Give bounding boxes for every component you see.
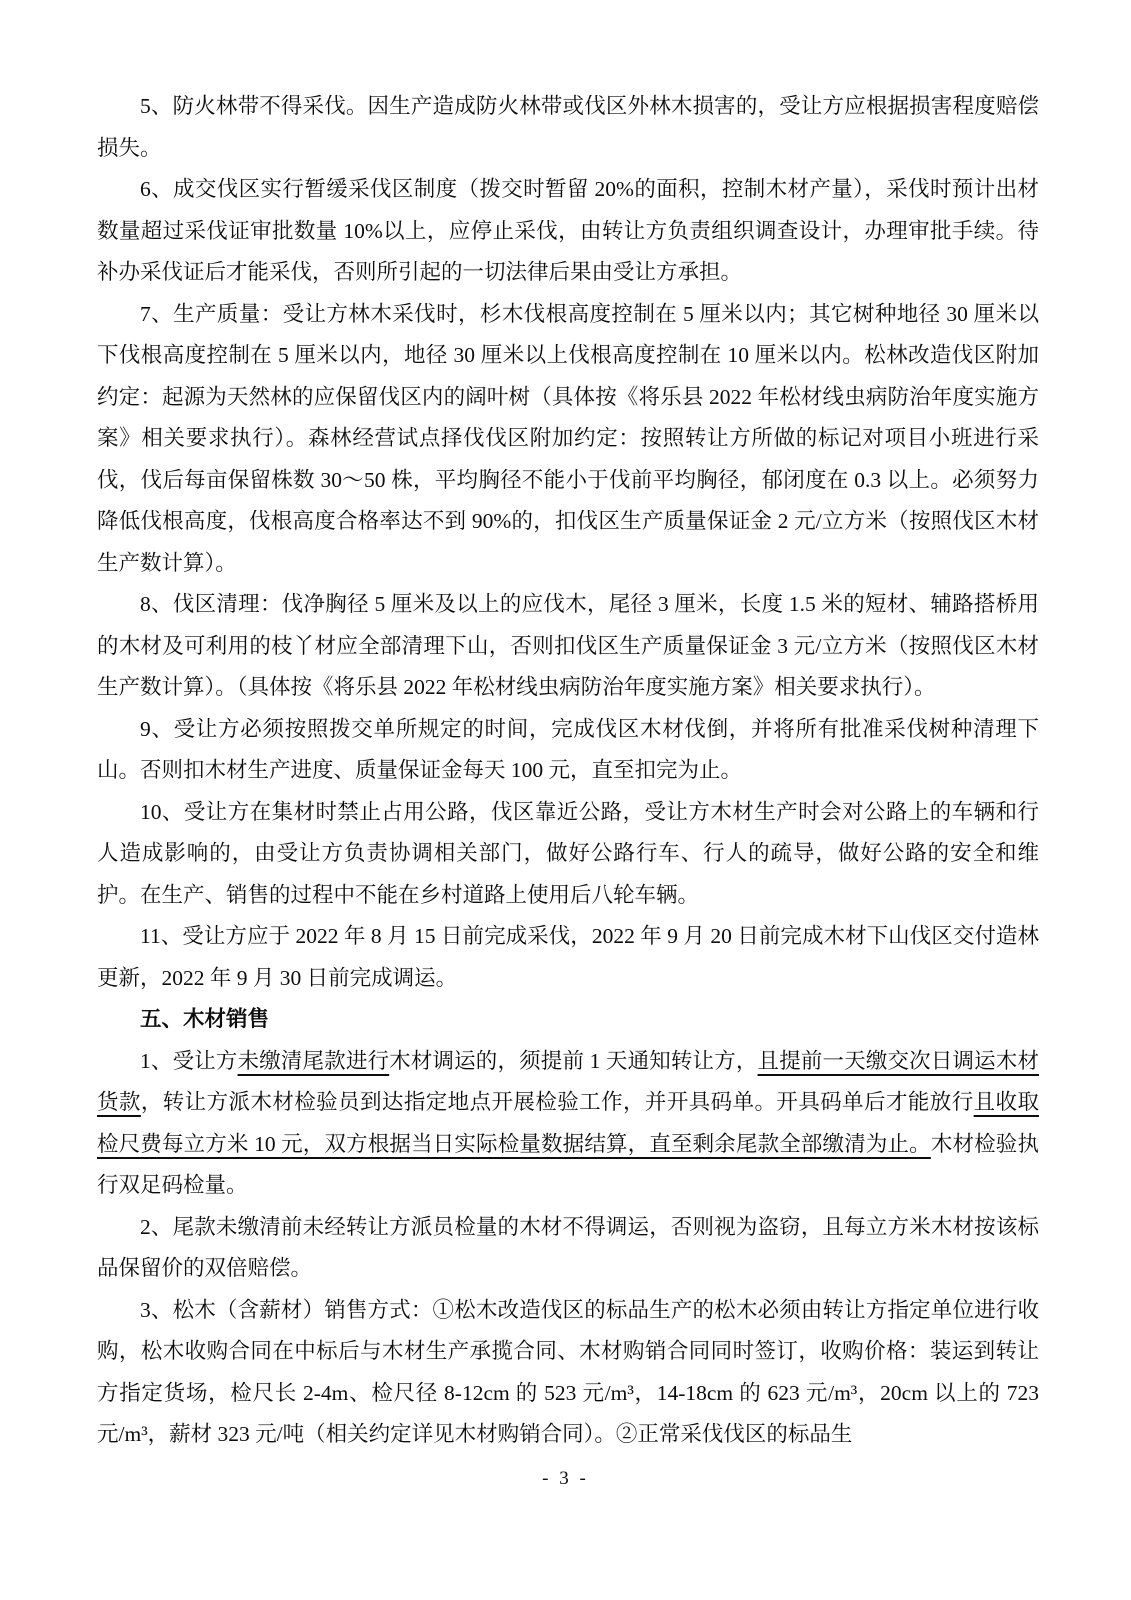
text-run: 6、成交伐区实行暂缓采伐区制度（拨交时暂留 20%的面积，控制木材产量），采伐时预计出材数量超过采伐证审批数量 10%以上，应停止采伐，由转让方负责组织调查设计，办理审批手续。待补办采伐证后才能采伐，否则所引起的一切法律后果由受让方承担。 <box>97 177 1039 284</box>
text-run: 木材调运的，须提前 1 天通知转让方， <box>389 1048 758 1073</box>
page-footer <box>0 1468 1131 1490</box>
paragraph <box>97 709 1039 792</box>
paragraph <box>97 1041 1039 1207</box>
paragraph <box>97 86 1039 169</box>
text-run: 9、受让方必须按照拨交单所规定的时间，完成伐区木材伐倒，并将所有批准采伐树种清理下山。否则扣木材生产进度、质量保证金每天 100 元，直至扣完为止。 <box>97 716 1039 782</box>
paragraph <box>97 1207 1039 1290</box>
paragraph <box>97 916 1039 999</box>
paragraph <box>97 792 1039 917</box>
section-heading <box>97 999 1039 1041</box>
text-run: 11、受让方应于 2022 年 8 月 15 日前完成采伐，2022 年 9 月 20 日前完成木材下山伐区交付造林更新，2022 年 9 月 30 日前完成调运。 <box>97 924 1039 990</box>
underlined-text: 且提前一天缴交次日调运木材货款 <box>97 1048 1039 1114</box>
text-run: 10、受让方在集材时禁止占用公路，伐区靠近公路，受让方木材生产时会对公路上的车辆和行人造成影响的，由受让方负责协调相关部门，做好公路行车、行人的疏导，做好公路的安全和维护。在生产、销售的过程中不能在乡村道路上使用后八轮车辆。 <box>97 799 1039 907</box>
document-body <box>97 86 1039 1456</box>
text-run: 2、尾款未缴清前未经转让方派员检量的木材不得调运，否则视为盗窃，且每立方米木材按该标品保留价的双倍赔偿。 <box>97 1214 1039 1280</box>
text-run: 1、受让方 <box>140 1048 238 1073</box>
paragraph <box>97 294 1039 585</box>
paragraph <box>97 1290 1039 1456</box>
paragraph <box>97 584 1039 709</box>
text-run: 五、木材销售 <box>140 1007 270 1031</box>
underlined-text: 双方根据当日实际检量数据结算，直至剩余尾款全部缴清为止。 <box>324 1131 931 1156</box>
text-run: ，转让方派木材检验员到达指定地点开展检验工作，并开具码单。开具码单后才能放行 <box>140 1090 974 1114</box>
underlined-text: 未缴清尾款进行 <box>237 1048 390 1073</box>
page-number: - 3 - <box>542 1468 589 1489</box>
underlined-text: 且收取检尺费每立方米 10 元， <box>97 1090 1039 1156</box>
text-run: 8、伐区清理：伐净胸径 5 厘米及以上的应伐木，尾径 3 厘米，长度 1.5 米的短材、辅路搭桥用的木材及可利用的枝丫材应全部清理下山，否则扣伐区生产质量保证金 3 元/立方米（按照伐区木材生产数计算）。（具体按《将乐县 2022 年松材线虫病防治年度实施方案》相关要求执行）。 <box>97 592 1039 699</box>
text-run: 木材检验执行双足码检量。 <box>97 1131 1039 1197</box>
text-run: 3、松木（含薪材）销售方式：①松木改造伐区的标品生产的松木必须由转让方指定单位进行收购，松木收购合同在中标后与木材生产承揽合同、木材购销合同同时签订，收购价格：装运到转让方指定货场，检尺长 2-4m、检尺径 8-12cm 的 523 元/m³，14-18cm 的 623 元/m³，20cm 以上的 723 元/m³，薪材 323 元/吨（相关约定详见木材购销合同）。②正常采伐伐区的标品生 <box>97 1297 1039 1446</box>
text-run: 7、生产质量：受让方林木采伐时，杉木伐根高度控制在 5 厘米以内；其它树种地径 30 厘米以下伐根高度控制在 5 厘米以内，地径 30 厘米以上伐根高度控制在 10 厘米以内。松林改造伐区附加约定：起源为天然林的应保留伐区内的阔叶树（具体按《将乐县 2022 年松材线虫病防治年度实施方案》相关要求执行）。森林经营试点择伐伐区附加约定：按照转让方所做的标记对项目小班进行采伐，伐后每亩保留株数 30～50 株，平均胸径不能小于伐前平均胸径，郁闭度在 0.3 以上。必须努力降低伐根高度，伐根高度合格率达不到 90%的，扣伐区生产质量保证金 2 元/立方米（按照伐区木材生产数计算）。 <box>97 301 1039 575</box>
paragraph <box>97 169 1039 294</box>
text-run: 5、防火林带不得采伐。因生产造成防火林带或伐区外林木损害的，受让方应根据损害程度赔偿损失。 <box>97 94 1039 160</box>
